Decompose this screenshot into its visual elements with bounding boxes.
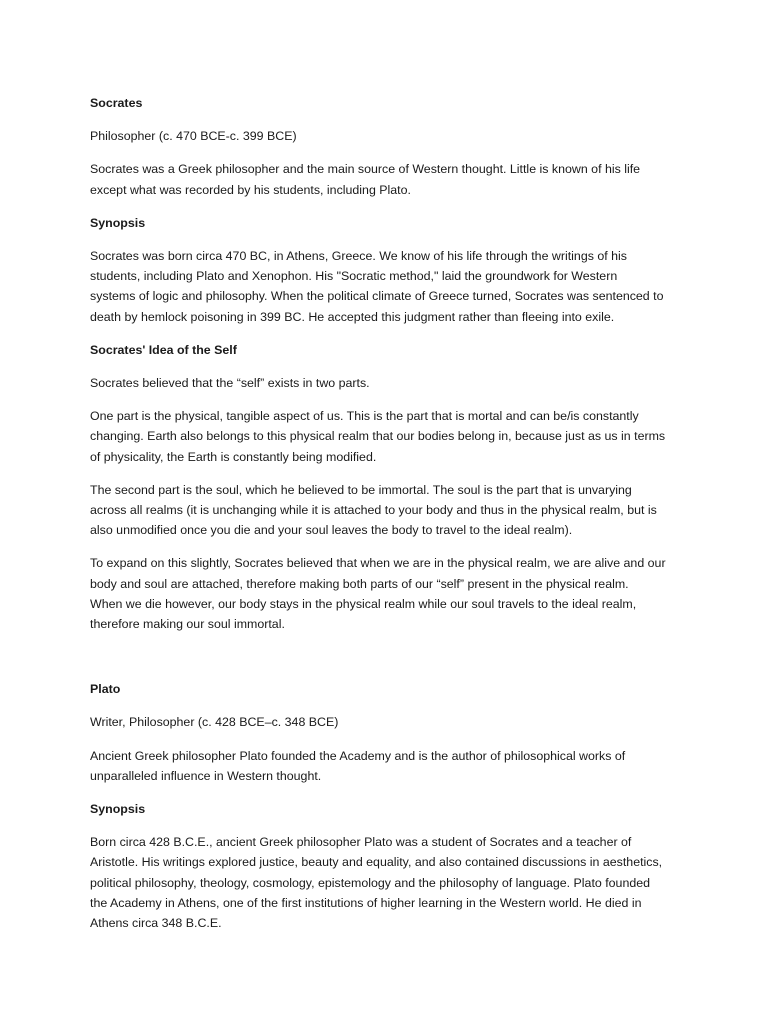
paragraph-line: To expand on this slightly, Socrates believed that when we are in the physical realm, we are alive and our bbox=[90, 556, 666, 571]
paragraph-line: of physicality, the Earth is constantly being modified. bbox=[90, 449, 377, 464]
paragraph-line: changing. Earth also belongs to this physical realm that our bodies belong in, because just as us in terms bbox=[90, 429, 666, 444]
socrates-intro-paragraph bbox=[90, 159, 690, 199]
paragraph-line: the Academy in Athens, one of the first institutions of higher learning in the Western world. He died in bbox=[90, 895, 642, 910]
paragraph-line: Ancient Greek philosopher Plato founded the Academy and is the author of philosophical works of bbox=[90, 748, 626, 763]
paragraph-line: across all realms (it is unchanging while it is attached to your body and thus in the physical realm, but is bbox=[90, 503, 657, 518]
paragraph-line: students, including Plato and Xenophon. His "Socratic method," laid the groundwork for Western bbox=[90, 269, 618, 284]
socrates-self-heading: Socrates' Idea of the Self bbox=[90, 342, 237, 357]
plato-synopsis-heading: Synopsis bbox=[90, 802, 146, 817]
paragraph-line: body and soul are attached, therefore making both parts of our “self” present in the physical realm. bbox=[90, 576, 629, 591]
paragraph-line: unparalleled influence in Western thought. bbox=[90, 768, 322, 783]
socrates-section bbox=[90, 93, 690, 634]
paragraph-line: except what was recorded by his students, including Plato. bbox=[90, 182, 411, 197]
socrates-subtitle: Philosopher (c. 470 BCE-c. 399 BCE) bbox=[90, 129, 297, 144]
document-page bbox=[90, 93, 690, 933]
socrates-synopsis-heading: Synopsis bbox=[90, 215, 146, 230]
socrates-part-two-paragraph bbox=[90, 480, 690, 541]
paragraph-line: therefore making our soul immortal. bbox=[90, 617, 285, 632]
socrates-heading: Socrates bbox=[90, 96, 143, 110]
plato-heading: Plato bbox=[90, 682, 121, 697]
paragraph-line: Socrates was born circa 470 BC, in Athens, Greece. We know of his life through the writings of his bbox=[90, 249, 627, 264]
paragraph-line: Born circa 428 B.C.E., ancient Greek philosopher Plato was a student of Socrates and a teacher of bbox=[90, 835, 632, 850]
socrates-part-one-paragraph bbox=[90, 406, 690, 467]
paragraph-line: also unmodified once you die and your soul leaves the body to travel to the ideal realm). bbox=[90, 523, 573, 538]
paragraph-line: When we die however, our body stays in the physical realm while our soul travels to the ideal realm, bbox=[90, 596, 637, 611]
plato-subtitle: Writer, Philosopher (c. 428 BCE–c. 348 BCE) bbox=[90, 715, 339, 730]
plato-section bbox=[90, 679, 690, 933]
paragraph-line: death by hemlock poisoning in 399 BC. He accepted this judgment rather than fleeing into exile. bbox=[90, 309, 615, 324]
paragraph-line: Socrates was a Greek philosopher and the main source of Western thought. Little is known of his life bbox=[90, 162, 641, 177]
paragraph-line: Athens circa 348 B.C.E. bbox=[90, 916, 222, 931]
socrates-self-intro: Socrates believed that the “self” exists in two parts. bbox=[90, 376, 370, 391]
paragraph-line: systems of logic and philosophy. When the political climate of Greece turned, Socrates was sentenced to bbox=[90, 289, 664, 304]
plato-intro-paragraph bbox=[90, 746, 690, 786]
socrates-expand-paragraph bbox=[90, 553, 690, 634]
socrates-synopsis-paragraph bbox=[90, 246, 690, 327]
plato-synopsis-paragraph bbox=[90, 832, 690, 933]
paragraph-line: Aristotle. His writings explored justice, beauty and equality, and also contained discussions in aesthetics, bbox=[90, 855, 663, 870]
paragraph-line: One part is the physical, tangible aspect of us. This is the part that is mortal and can be/is constantly bbox=[90, 409, 639, 424]
paragraph-line: political philosophy, theology, cosmology, epistemology and the philosophy of language. Plato founded bbox=[90, 875, 651, 890]
paragraph-line: The second part is the soul, which he believed to be immortal. The soul is the part that is unvarying bbox=[90, 482, 632, 497]
